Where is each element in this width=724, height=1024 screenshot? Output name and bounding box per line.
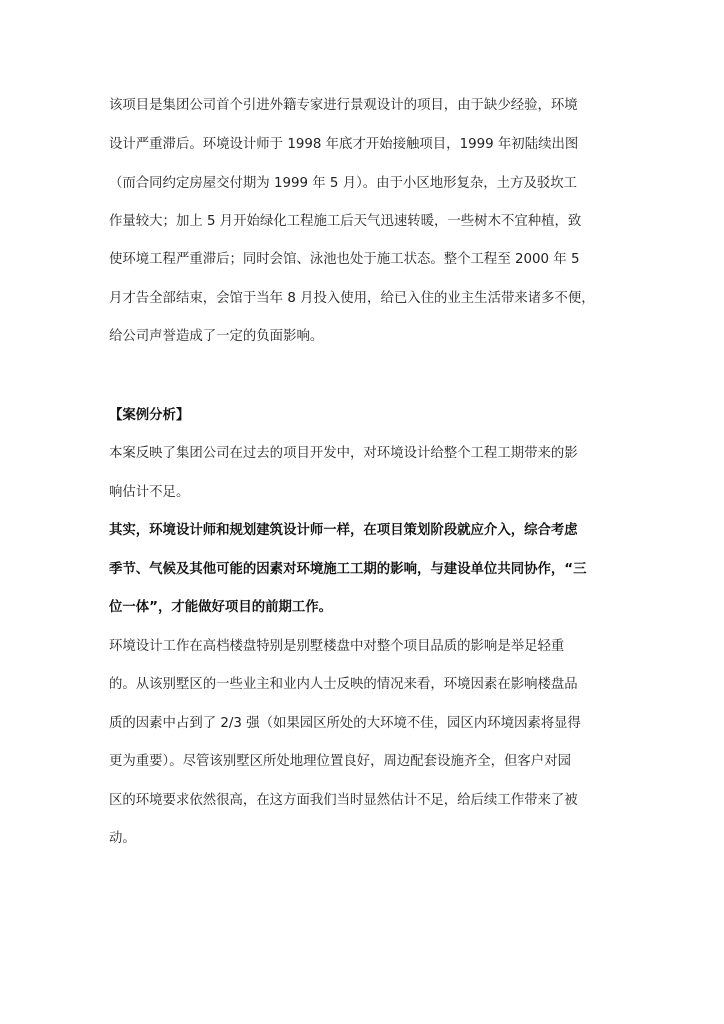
paragraph-1-line-5: 使环境工程严重滞后；同时会馆、泳池也处于施工状态。整个工程至 2000 年 5 — [109, 252, 580, 267]
paragraph-1-line-2: 设计严重滞后。环境设计师于 1998 年底才开始接触项目，1999 年初陆续出图 — [109, 137, 579, 152]
paragraph-4-line-6: 动。 — [109, 831, 136, 846]
paragraph-1-line-3: （而合同约定房屋交付期为 1999 年 5 月）。由于小区地形复杂，土方及驳坎工 — [109, 176, 578, 191]
paragraph-2-line-1: 本案反映了集团公司在过去的项目开发中，对环境设计给整个工程工期带来的影 — [109, 446, 578, 461]
paragraph-1-line-6: 月才告全部结束，会馆于当年 8 月投入使用，给已入住的业主生活带来诸多不便， — [109, 291, 595, 306]
paragraph-3-line-2: 季节、气候及其他可能的因素对环境施工工期的影响，与建设单位共同协作，“三 — [109, 562, 587, 577]
section-heading: 【案例分析】 — [109, 408, 190, 423]
paragraph-1-line-1: 该项目是集团公司首个引进外籍专家进行景观设计的项目，由于缺少经验，环境 — [109, 98, 578, 113]
paragraph-1-line-4: 作量较大；加上 5 月开始绿化工程施工后天气迅速转暖，一些树木不宜种植，致 — [109, 214, 582, 229]
paragraph-2-line-2: 响估计不足。 — [109, 485, 190, 500]
paragraph-4-line-5: 区的环境要求依然很高，在这方面我们当时显然估计不足，给后续工作带来了被 — [109, 793, 578, 808]
paragraph-4-line-2: 的。从该别墅区的一些业主和业内人士反映的情况来看，环境因素在影响楼盘品 — [109, 677, 578, 692]
paragraph-4-line-3: 质的因素中占到了 2/3 强（如果园区所处的大环境不佳，园区内环境因素将显得 — [109, 716, 581, 731]
paragraph-4-line-4: 更为重要）。尽管该别墅区所处地理位置良好，周边配套设施齐全，但客户对园 — [109, 754, 571, 769]
paragraph-3-line-3: 位一体”，才能做好项目的前期工作。 — [109, 600, 333, 615]
paragraph-1-line-7: 给公司声誉造成了一定的负面影响。 — [109, 329, 324, 344]
paragraph-3-line-1: 其实，环境设计师和规划建筑设计师一样，在项目策划阶段就应介入，综合考虑 — [109, 523, 578, 538]
paragraph-4-line-1: 环境设计工作在高档楼盘特别是别墅楼盘中对整个项目品质的影响是举足轻重 — [109, 639, 565, 654]
